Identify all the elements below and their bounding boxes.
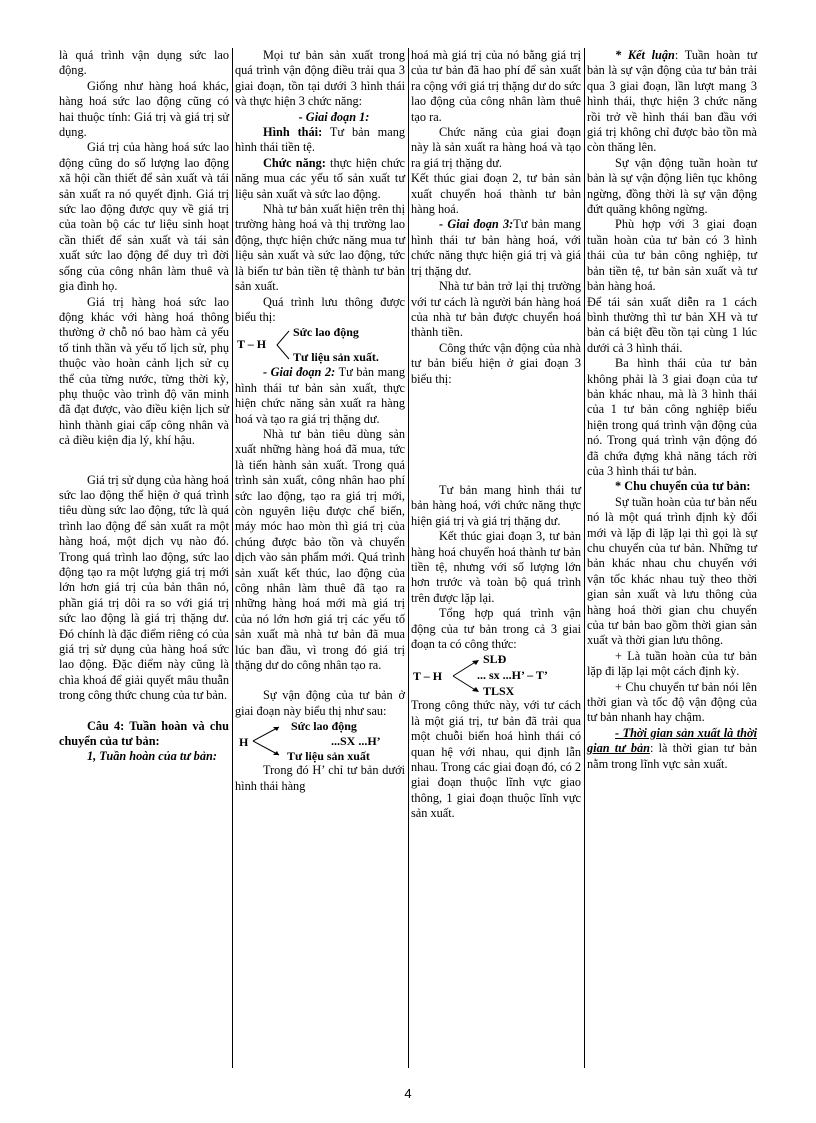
paragraph: hoá mà giá trị của nó bằng giá trị của tư bản đã hao phí để sản xuất ra cộng với giá trị thặng dư do sức lao động của công nhân làm thuê tạo ra.	[411, 48, 581, 124]
formula-tlsx: Tư liệu sản xuất	[287, 749, 370, 764]
section-heading: Câu 4: Tuần hoàn và chu chuyển của tư bản:	[59, 718, 229, 749]
formula-sld: SLĐ	[483, 652, 507, 667]
text: Tư bản mang hình thái tư bản sản xuất, thực hiện chức năng sản xuất ra hàng hoá và tạo ra giá trị thặng dư.	[235, 365, 405, 426]
formula-full-circuit	[411, 652, 581, 698]
paragraph: Trong đó H’ chỉ tư bản dưới hình thái hàng	[235, 763, 405, 793]
spacer	[235, 673, 405, 688]
paragraph: Sự tuần hoàn của tư bản nếu nó là một quá trình định kỳ đổi mới và lặp đi lặp lại thì gọi là sự chu chuyển của tư bản. Những tư bản khác nhau chu chuyển với vận tốc khác nhau tuỳ theo thời gian sản xuất và lưu thông của hàng hoá thời gian chu chuyển của tư bản bao gồm thời gian sản xuất và thời gian lưu thông.	[587, 494, 757, 648]
paragraph: Nhà tư bản xuất hiện trên thị trường hàng hoá và thị trường lao động, thực hiện chức năng mua tư liệu sản xuất và sức lao động, tức là biến tư bản tiền tệ thành tư bản sản xuất.	[235, 202, 405, 294]
paragraph: Giá trị sử dụng của hàng hoá sức lao động thể hiện ở quá trình tiêu dùng sức lao động, tức là quá trình lao động để sản xuất ra một hàng hoá, một dịch vụ nào đó. Trong quá trình lao động, sức lao động tạo ra một lượng giá trị mới lớn hơn giá trị của bản thân nó, phần giá trị dôi ra so với giá trị sức lao động là giá trị thặng dư. Đó chính là đặc điểm riêng có của giá trị sử dụng của hàng hoá sức lao động. Đặc điểm này cũng là chìa khoá để giải quyết mâu thuẫn trong công thức chung của tư bản.	[59, 472, 229, 703]
spacer	[59, 704, 229, 719]
paragraph: Giá trị của hàng hoá sức lao động cũng do số lượng lao động xã hội cần thiết để sản xuất và tái sản xuất ra nó quyết định. Giá trị sức lao động được quy về giá trị của toàn bộ các tư liệu sinh hoạt cần thiết để sản xuất và tái sản xuất sức lao động để duy trì đời sống của công nhân làm thuê và gia đình họ.	[59, 140, 229, 294]
formula-h: H	[239, 735, 249, 750]
text: Tư bản mang hình thái tư bản hàng hoá, với chức năng thực hiện giá trị và giá trị thặng dư.	[411, 217, 581, 278]
paragraph: là quá trình vận dụng sức lao động.	[59, 48, 229, 78]
formula-sld: Sức lao động	[291, 719, 357, 734]
text: thực hiện chức năng mua các yếu tố sản xuất tư liệu sản xuất và sức lao động.	[235, 155, 406, 201]
paragraph: Công thức vận động của nhà tư bản biểu hiện ở giai đoạn 3 biểu thị:	[411, 340, 581, 386]
label: Hình thái:	[263, 125, 323, 140]
paragraph: Chức năng của giai đoạn này là sản xuất ra hàng hoá và tạo ra giá trị thặng dư.	[411, 125, 581, 170]
paragraph: Để tái sản xuất diễn ra 1 cách bình thường thì tư bản XH và tư bản cá biệt đều tồn tại cùng 1 lúc dưới cả 3 hình thái.	[587, 294, 757, 355]
paragraph: Mọi tư bản sản xuất trong quá trình vận động điều trải qua 3 giai đoạn, tồn tại dưới 3 hình thái và thực hiện 3 chức năng:	[235, 48, 405, 109]
conclusion-label: * Kết luận	[615, 48, 675, 62]
paragraph: Giống như hàng hoá khác, hàng hoá sức lao động cũng có hai thuộc tính: Giá trị và giá trị sử dụng.	[59, 78, 229, 140]
document-page	[56, 48, 760, 1068]
paragraph: Sự vận động tuần hoàn tư bản là sự vận động liên tục không ngừng, đồng thời là sự vận động đứt quãng không ngừng.	[587, 155, 757, 217]
formula-sld: Sức lao động	[293, 325, 359, 340]
paragraph: Nhà tư bản trở lại thị trường với tư cách là người bán hàng hoá của nhà tư bản được chuyển hoá thành tiền.	[411, 279, 581, 340]
spacer	[59, 449, 229, 473]
paragraph: + Là tuần hoàn của tư bản lặp đi lặp lại một cách định kỳ.	[587, 648, 757, 679]
formula-th: T – H	[237, 337, 267, 352]
column-3	[408, 48, 584, 1068]
formula-mid: ... sx ...H’ – T’	[477, 668, 548, 683]
paragraph: Quá trình lưu thông được biểu thị:	[235, 294, 405, 324]
paragraph: Nhà tư bản tiêu dùng sản xuất những hàng hoá đã mua, tức là tiến hành sản xuất. Trong quá trình sản xuất, công nhân hao phí sức lao động, tạo ra giá trị mới, còn nguyên liệu được chế biến, máy móc hao mòn thì giá trị của chúng được bảo tồn và chuyển dịch vào sản phẩm mới. Quá trình sản xuất kết thúc, lao động của công nhân làm thuê đã tạo ra những hàng hoá mới mà giá trị của nó lớn hơn giá trị các yếu tố sản xuất mà nhà tư bản đã mua lúc ban đầu, vì trong đó giá trị thặng dư do công nhân tạo ra.	[235, 426, 405, 673]
text: Tư bản mang hình thái tiền tệ.	[235, 125, 405, 155]
paragraph: Trong công thức này, với tư cách là một giá trị, tư bản đã trải qua một chuỗi biến hoá hình thái có quan hệ với nhau, qui định lẫn nhau. Trong các giai đoạn đó, có 2 giai đoạn thuộc lĩnh vực giao thông, 1 giai đoạn thuộc lĩnh vực sản xuất.	[411, 698, 581, 821]
term-label: - Thời gian sản xuất là thời gian tư bản	[587, 725, 757, 756]
paragraph: Sự vận động của tư bản ở giai đoạn này biểu thị như sau:	[235, 688, 405, 718]
formula-placeholder	[411, 387, 581, 483]
paragraph: Ba hình thái của tư bản không phải là 3 giai đoạn của tư bản khác nhau, mà là 3 hình thái của 1 tư bản công nghiệp biểu hiện trong quá trình vận động của nó. Trong quá trình vận động đó đã chứa đựng khả năng tách rời của 3 hình thái tư bản.	[587, 356, 757, 478]
page-number: 4	[404, 1086, 412, 1101]
formula-production	[235, 719, 405, 763]
label: Chức năng:	[263, 155, 326, 170]
stage-heading: - Giai đoạn 2:	[263, 365, 336, 380]
column-1	[56, 48, 232, 1068]
section-heading: * Chu chuyển của tư bản:	[615, 479, 751, 494]
paragraph: + Chu chuyển tư bản nói lên thời gian và tốc độ vận động của tư bản nhanh hay chậm.	[587, 679, 757, 725]
formula-circulation	[235, 325, 405, 365]
paragraph: Kết thúc giai đoạn 3, tư bản hàng hoá chuyển hoá thành tư bản tiền tệ, nhưng với số lượng lớn hơn trước và toàn bộ quá trình trên được lặp lại.	[411, 529, 581, 605]
text: : Tuần hoàn tư bản là sự vận động của tư bản trải qua 3 giai đoạn, lần lượt mang 3 hình thái, thực hiện 3 chức năng rồi trở về hình thái ban đầu với giá trị không chỉ được bảo tồn mà còn thăng lên.	[587, 48, 757, 155]
column-2	[232, 48, 408, 1068]
formula-tlsx: TLSX	[483, 684, 515, 699]
subsection-heading: 1, Tuần hoàn của tư bản:	[87, 749, 217, 764]
stage-heading: - Giai đoạn 3:	[439, 217, 514, 232]
column-4	[584, 48, 760, 1068]
paragraph: Giá trị hàng hoá sức lao động khác với hàng hoá thông thường ở chỗ nó bao hàm cả yếu tố tinh thần và yếu tố lịch sử, phụ thuộc vào hoàn cảnh lịch sử cụ thể của từng nước, từng thời kỳ, phụ thuộc vào trình độ văn minh đã đạt được, vào điều kiện lịch sử hình thành giai cấp công nhân và cả điều kiện địa lý, khí hậu.	[59, 294, 229, 448]
paragraph: Tổng hợp quá trình vận động của tư bản trong cả 3 giai đoạn ta có công thức:	[411, 606, 581, 651]
formula-th: T – H	[413, 669, 443, 684]
formula-sx: ...SX ...H’	[331, 734, 381, 749]
paragraph: Phù hợp với 3 giai đoạn tuần hoàn của tư bản có 3 hình thái của tư bản công nghiệp, tư bản tiền tệ, tư bản sản xuất và tư bản hàng hoá.	[587, 217, 757, 294]
text: : là thời gian tư bản nằm trong lĩnh vực sản xuất.	[587, 741, 757, 771]
paragraph: Tư bản mang hình thái tư bản hàng hoá, với chức năng thực hiện giá trị và giá trị thặng dư.	[411, 482, 581, 528]
formula-tlsx: Tư liệu sản xuất.	[293, 350, 379, 365]
paragraph: Kết thúc giai đoạn 2, tư bản sản xuất chuyển hoá thành tư bản hàng hoá.	[411, 171, 581, 217]
stage-heading: - Giai đoạn 1:	[298, 109, 370, 124]
